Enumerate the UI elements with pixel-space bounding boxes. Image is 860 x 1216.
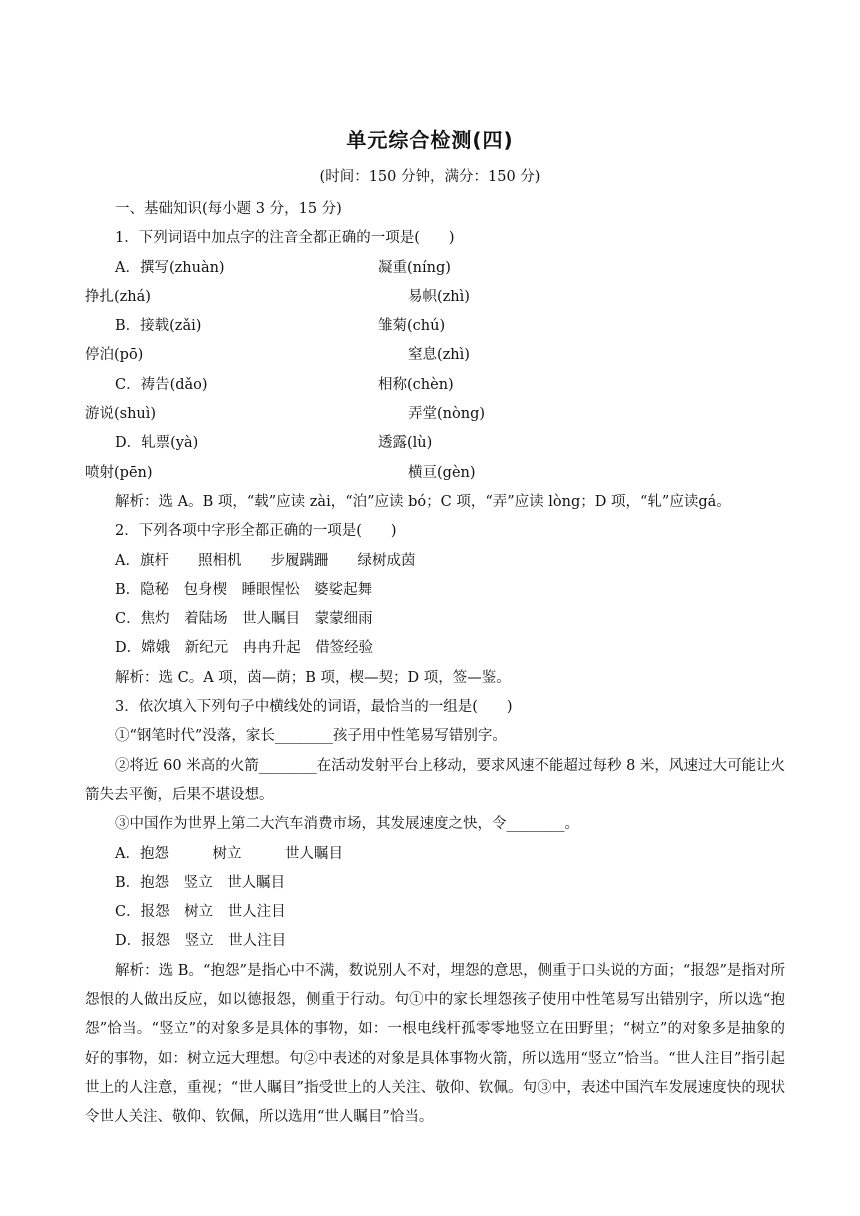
q1-analysis: 解析：选 A。B 项，“载”应读 zài，“泊”应读 bó；C 项，“弄”应读 lòng；D 项，“轧”应读gá。: [115, 493, 731, 510]
q3-option-a: A．抱怨 树立 世人瞩目: [115, 845, 343, 862]
q1-option-a-word1: A．撰写(zhuàn): [115, 259, 225, 276]
q1-option-row: [85, 371, 785, 400]
q1-option-row: [85, 429, 785, 458]
q1-option-c-word4: 弄堂(nòng): [408, 406, 486, 423]
q1-option-d-word3: 喷射(pēn): [85, 464, 153, 481]
q3-option-c: C．报怨 树立 世人注目: [115, 904, 286, 921]
q2-option-a: A．旗杆 照相机 步履蹒跚 绿树成茵: [115, 552, 416, 569]
q1-option-a-word3: 挣扎(zhá): [85, 288, 151, 305]
question-1-stem: 1．下列词语中加点字的注音全都正确的一项是( ): [115, 230, 455, 247]
q1-option-d-word2: 透露(lù): [378, 435, 433, 452]
q1-option-d-word1: D．轧票(yà): [115, 435, 199, 452]
q3-analysis: 解析：选 B。“抱怨”是指心中不满，数说别人不对，埋怨的意思，侧重于口头说的方面；“报怨”是指对所怨恨的人做出反应，如以德报怨，侧重于行动。句①中的家长埋怨孩子使用中性笔易写出错别字，所以选“抱怨”恰当。“竖立”的对象多是具体的事物，如：一根电线杆孤零零地竖立在田野里；“树立”的对象多是抽象的好的事物，如：树立远大理想。句②中表述的对象是具体事物火箭，所以选用“竖立”恰当。“世人注目”指引起世上的人注意，重视；“世人瞩目”指受世上的人关注、敬仰、钦佩。句③中，表述中国汽车发展速度快的现状令世人关注、敬仰、钦佩，所以选用“世人瞩目”恰当。: [85, 962, 785, 1126]
q1-option-row: [85, 341, 785, 370]
q3-sentence-1: ①“钢笔时代”没落，家长________孩子用中性笔易写错别字。: [115, 728, 507, 745]
question-3-stem: 3．依次填入下列句子中横线处的词语，最恰当的一组是( ): [115, 699, 513, 716]
page-title: 单元综合检测(四): [346, 128, 514, 152]
q1-option-c-word1: C．祷告(dǎo): [115, 376, 208, 393]
q1-option-row: [85, 254, 785, 283]
q3-sentence-2: ②将近 60 米高的火箭________在活动发射平台上移动，要求风速不能超过每秒 8 米，风速过大可能让火箭失去平衡，后果不堪设想。: [85, 757, 785, 803]
q1-option-row: [85, 400, 785, 429]
document-body: [85, 195, 785, 1133]
q1-option-a-word4: 易帜(zhì): [408, 288, 470, 305]
q3-option-d: D．报怨 竖立 世人注目: [115, 933, 287, 950]
q3-option-b: B．抱怨 竖立 世人瞩目: [115, 874, 286, 891]
section-heading: 一、基础知识(每小题 3 分，15 分): [115, 201, 342, 217]
q2-option-b: B．隐秘 包身楔 睡眼惺忪 婆娑起舞: [115, 581, 373, 598]
q3-sentence-3: ③中国作为世界上第二大汽车消费市场，其发展速度之快，令________。: [115, 816, 579, 833]
q2-analysis: 解析：选 C。A 项，茵—荫；B 项，楔—契；D 项，签—鉴。: [115, 669, 511, 686]
question-2-stem: 2．下列各项中字形全都正确的一项是( ): [115, 523, 397, 540]
q1-option-b-word3: 停泊(pō): [85, 347, 144, 364]
q1-option-b-word2: 雏菊(chú): [378, 318, 446, 335]
q1-option-c-word3: 游说(shuì): [85, 406, 157, 423]
q1-option-a-word2: 凝重(níng): [378, 259, 451, 276]
exam-info: (时间：150 分钟，满分：150 分): [319, 169, 541, 185]
q1-option-row: [85, 283, 785, 312]
q1-option-row: [85, 312, 785, 341]
q2-option-c: C．焦灼 着陆场 世人瞩目 蒙蒙细雨: [115, 611, 373, 628]
q1-option-row: [85, 459, 785, 488]
q1-option-d-word4: 横亘(gèn): [408, 464, 476, 481]
q2-option-d: D．嫦娥 新纪元 冉冉升起 借签经验: [115, 640, 374, 657]
q1-option-b-word4: 窒息(zhì): [408, 347, 470, 364]
q1-option-b-word1: B．接载(zǎi): [115, 318, 202, 335]
q1-option-c-word2: 相称(chèn): [378, 376, 454, 393]
